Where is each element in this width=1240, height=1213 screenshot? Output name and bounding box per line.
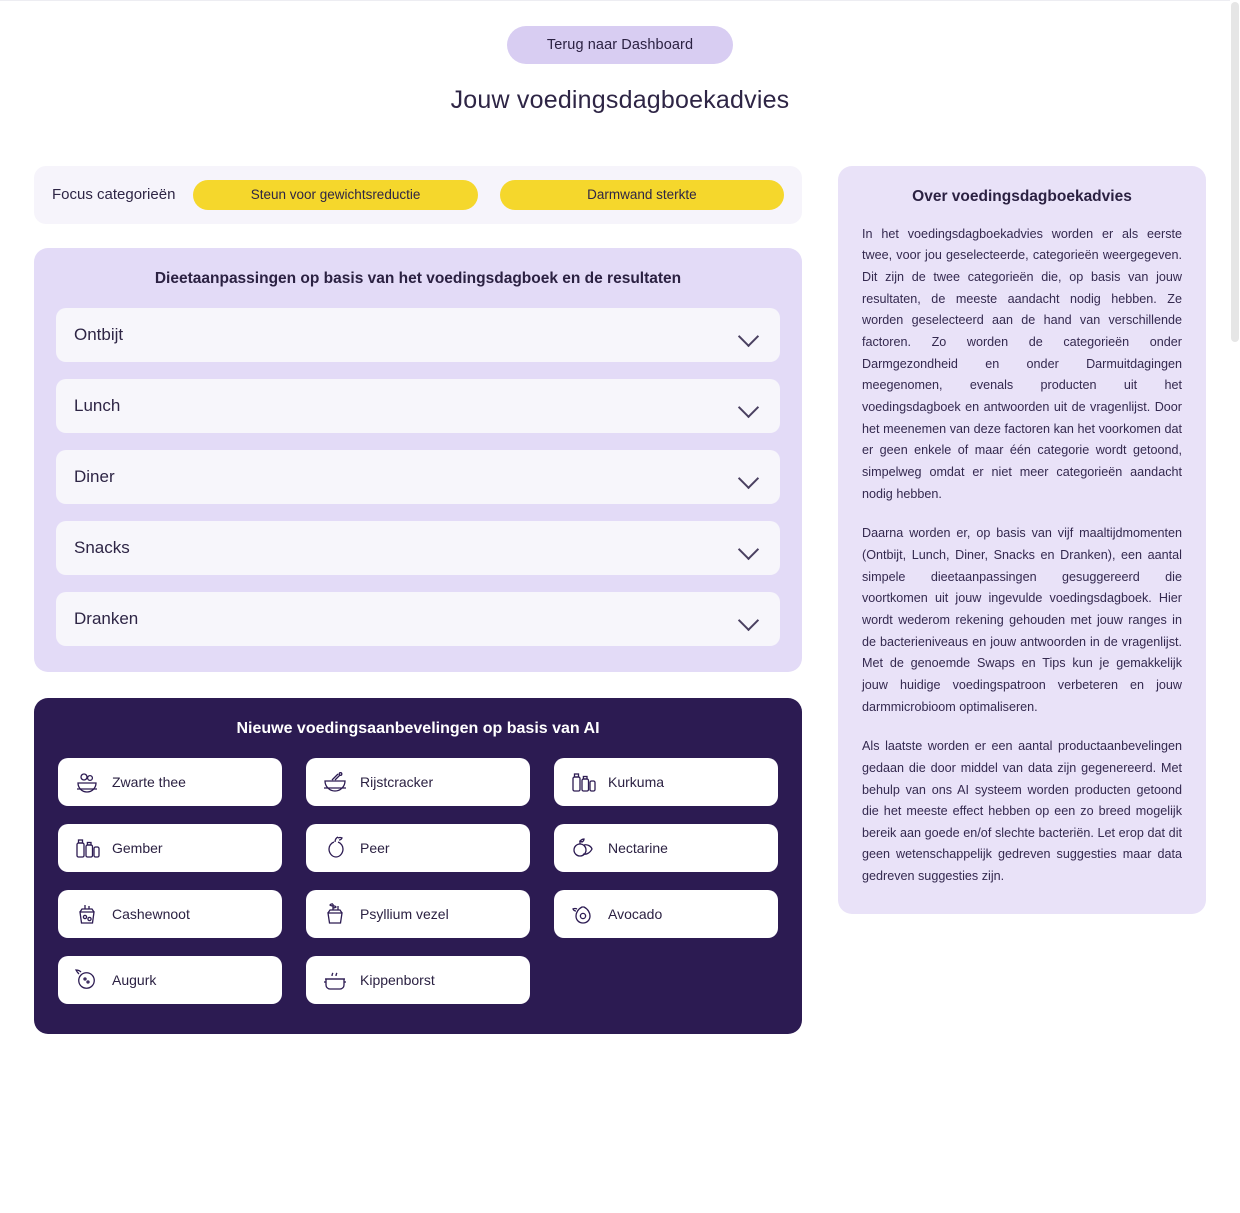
- jars-icon: [568, 767, 598, 797]
- ai-item-label: Zwarte thee: [112, 773, 186, 790]
- diet-adjustments-title: Dieetaanpassingen op basis van het voedingsdagboek en de resultaten: [154, 269, 682, 287]
- back-to-dashboard-button[interactable]: Terug naar Dashboard: [507, 26, 733, 64]
- page-title: Jouw voedingsdagboekadvies: [450, 86, 790, 114]
- chevron-down-icon[interactable]: [738, 466, 760, 488]
- ai-item-label: Cashewnoot: [112, 905, 190, 922]
- ai-item-augurk[interactable]: [58, 956, 282, 1004]
- ai-item-label: Avocado: [608, 905, 663, 922]
- pot-icon: [320, 965, 350, 995]
- ai-item-label: Rijstcracker: [360, 773, 434, 790]
- ai-item-label: Psyllium vezel: [360, 905, 449, 922]
- accordion-item-diner[interactable]: [56, 450, 780, 504]
- ai-item-avocado[interactable]: [554, 890, 778, 938]
- accordion-item-ontbijt[interactable]: [56, 308, 780, 362]
- nuts-bag-icon: [72, 899, 102, 929]
- accordion-label: Snacks: [74, 537, 130, 557]
- ai-item-label: Kurkuma: [608, 773, 665, 790]
- bowl-noodles-icon: [320, 767, 350, 797]
- ai-recommendations-title: Nieuwe voedingsaanbevelingen op basis van AI: [236, 719, 600, 737]
- ai-item-rijstcracker[interactable]: [306, 758, 530, 806]
- focus-chip-gut-wall-strength[interactable]: Darmwand sterkte: [500, 180, 784, 210]
- pickle-icon: [72, 965, 102, 995]
- focus-categories-card: [34, 166, 802, 224]
- pear-icon: [320, 833, 350, 863]
- left-column: [34, 166, 802, 1034]
- ai-item-nectarine[interactable]: [554, 824, 778, 872]
- ai-recommendations-grid: [58, 758, 778, 1004]
- chevron-down-icon[interactable]: [738, 608, 760, 630]
- ai-item-peer[interactable]: [306, 824, 530, 872]
- ai-item-zwarte-thee[interactable]: [58, 758, 282, 806]
- ai-item-psyllium-vezel[interactable]: [306, 890, 530, 938]
- ai-recommendations-card: [34, 698, 802, 1034]
- ai-item-gember[interactable]: [58, 824, 282, 872]
- ai-item-label: Nectarine: [608, 839, 668, 856]
- avocado-icon: [568, 899, 598, 929]
- chevron-down-icon[interactable]: [738, 395, 760, 417]
- scrollbar-thumb[interactable]: [1231, 2, 1239, 342]
- chevron-down-icon[interactable]: [738, 537, 760, 559]
- accordion-label: Diner: [74, 466, 115, 486]
- accordion-item-snacks[interactable]: [56, 521, 780, 575]
- ai-item-cashewnoot[interactable]: [58, 890, 282, 938]
- accordion-label: Dranken: [74, 608, 139, 628]
- ai-item-label: Kippenborst: [360, 971, 435, 988]
- accordion-label: Ontbijt: [74, 324, 124, 344]
- about-advice-paragraph-3: Als laatste worden er een aantal productaanbevelingen gedaan die door middel van data zijn gegenereerd. Met behulp van ons AI systeem worden producten getoond die het meeste effect hebben op een zo breed mogelijk bereik aan goede en/of slechte bacteriën. Let erop dat dit geen wetenschappelijk gedreven suggesties maar data gedreven suggesties zijn.: [862, 739, 1182, 884]
- ai-item-kippenborst[interactable]: [306, 956, 530, 1004]
- about-advice-paragraph-2: Daarna worden er, op basis van vijf maaltijdmomenten (Ontbijt, Lunch, Diner, Snacks en Dranken), een aantal simpele dieetaanpassingen gesuggereerd die voortkomen uit jouw ingevulde voedingsdagboek. Hier wordt wederom rekening gehouden met jouw ranges in de bacterieniveaus en jouw antwoorden in de vragenlijst. Met de genoemde Swaps en Tips kun je gemakkelijk jouw huidige voedingspatroon verbeteren en jouw darmmicrobioom optimaliseren.: [862, 526, 1182, 714]
- ai-item-label: Augurk: [112, 971, 157, 988]
- focus-chip-weight-reduction[interactable]: Steun voor gewichtsreductie: [193, 180, 477, 210]
- focus-categories-label: Focus categorieën: [52, 186, 176, 204]
- top-hairline: [0, 0, 1240, 1]
- page-header: [0, 0, 1240, 132]
- ai-item-label: Peer: [360, 839, 390, 856]
- bowl-fruit-icon: [72, 767, 102, 797]
- about-advice-card: [838, 166, 1206, 914]
- fruit-icon: [568, 833, 598, 863]
- accordion-label: Lunch: [74, 395, 121, 415]
- right-column: [838, 166, 1206, 914]
- about-advice-paragraph-1: In het voedingsdagboekadvies worden er als eerste twee, voor jou geselecteerde, categorieën weergegeven. Dit zijn de twee categorieën die, op basis van jouw resultaten, de meeste aandacht nodig hebben. Ze worden geselecteerd aan de hand van verschillende factoren. Zo worden de categorieën onder Darmgezondheid en onder Darmuitdagingen meegenomen, evenals producten uit het voedingsdagboek en antwoorden uit de vragenlijst. Door het meenemen van deze factoren kan het voorkomen dat er geen enkele of maar één categorie wordt getoond, simpelweg omdat er niet meer categorieën aandacht nodig hebben.: [862, 226, 1182, 501]
- jars-icon: [72, 833, 102, 863]
- main-layout: [0, 166, 1240, 1034]
- page-scrollbar[interactable]: [1230, 0, 1240, 1213]
- diet-adjustments-card: [34, 248, 802, 672]
- about-advice-title: Over voedingsdagboekadvies: [912, 187, 1132, 205]
- accordion-item-dranken[interactable]: [56, 592, 780, 646]
- ai-item-label: Gember: [112, 839, 163, 856]
- focus-chip-list: [193, 180, 784, 210]
- accordion-item-lunch[interactable]: [56, 379, 780, 433]
- chevron-down-icon[interactable]: [738, 324, 760, 346]
- ai-item-kurkuma[interactable]: [554, 758, 778, 806]
- grain-bag-icon: [320, 899, 350, 929]
